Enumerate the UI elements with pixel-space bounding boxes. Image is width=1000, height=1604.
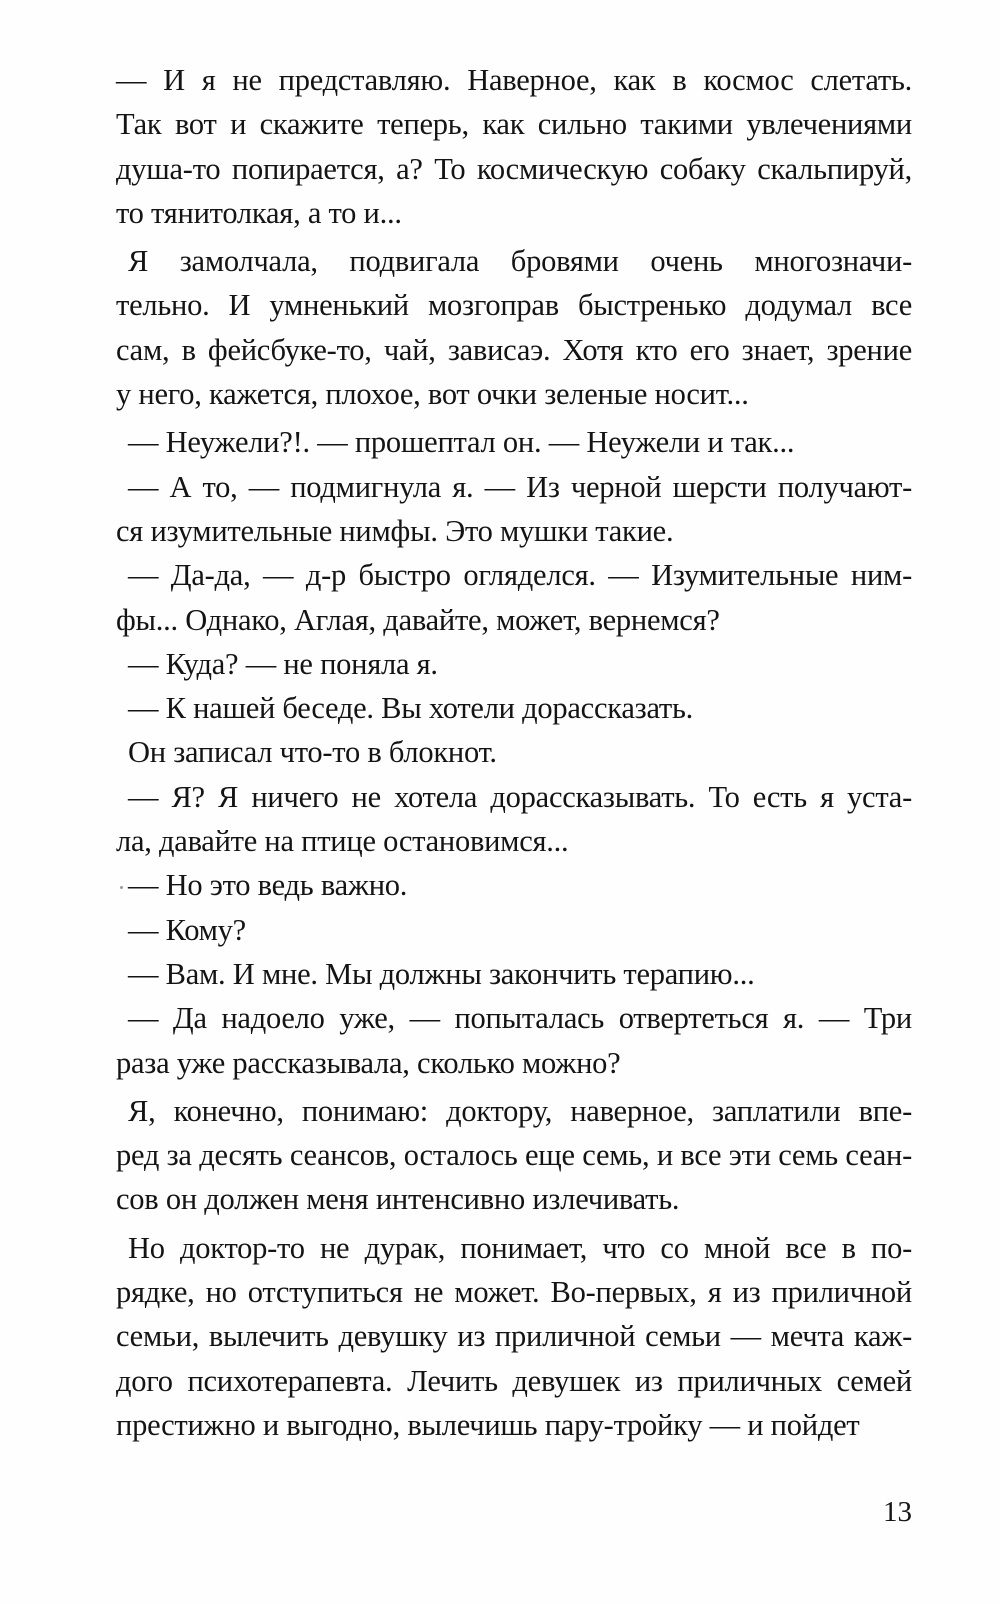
paragraph [116,1226,912,1447]
text-line: раза уже рассказывала, сколько можно? [116,1045,621,1080]
text-line: семьи, вылечить девушку из приличной семьи — мечта каж- [116,1319,912,1354]
text-line: Я, конечно, понимаю: доктору, наверное, заплатили впе- [128,1093,912,1128]
text-line: — Вам. И мне. Мы должны закончить терапию... [128,956,755,991]
text-line: Так вот и скажите теперь, как сильно такими увлечениями [116,107,912,142]
text-line: ла, давайте на птице остановимся... [116,824,569,859]
text-line: — А то, — подмигнула я. — Из черной шерсти получают- [128,469,912,504]
text-line: у него, кажется, плохое, вот очки зеленые носит... [116,377,749,412]
text-line: — Неужели?!. — прошептал он. — Неужели и так... [128,425,795,460]
text-line: тельно. И умненький мозгоправ быстренько додумал все [116,288,912,323]
text-line: — К нашей беседе. Вы хотели дорассказать. [128,691,694,726]
paragraph [116,58,912,235]
paragraph [116,239,912,416]
text-line: — Я? Я ничего не хотела дорассказывать. То есть я уста- [128,779,912,814]
text-line: дого психотерапевта. Лечить девушек из приличных семей [116,1363,912,1398]
text-line: рядке, но отступиться не может. Во-первых, я из приличной [116,1275,912,1310]
paragraph [116,465,912,554]
paragraph [116,996,912,1085]
body-text [116,58,912,1447]
paragraph [116,863,912,907]
paragraph [116,553,912,642]
paragraph [116,1089,912,1222]
paragraph [116,686,912,730]
text-line: — Куда? — не поняла я. [128,646,438,681]
text-line: — Да-да, — д-р быстро огляделся. — Изумительные ним- [128,558,912,593]
paragraph [116,775,912,864]
paragraph [116,952,912,996]
text-line: престижно и выгодно, вылечишь пару-тройку — и пойдет [116,1407,860,1442]
text-line: — Кому? [128,912,246,947]
text-line: — Да надоело уже, — попыталась отвертеться я. — Три [128,1001,912,1036]
text-line: фы... Однако, Аглая, давайте, может, вернемся? [116,602,720,637]
text-line: сам, в фейсбуке-то, чай, зависаэ. Хотя кто его знает, зрение [116,332,912,367]
paragraph [116,908,912,952]
text-line: Он записал что-то в блокнот. [128,735,497,770]
page-number: 13 [883,1496,912,1528]
text-line: Я замолчала, подвигала бровями очень многозначи- [128,244,912,279]
text-line: сов он должен меня интенсивно излечивать. [116,1182,680,1217]
paragraph [116,730,912,774]
paragraph [116,420,912,464]
print-speck [120,886,123,889]
text-line: Но доктор-то не дурак, понимает, что со мной все в по- [128,1230,912,1265]
text-line: душа-то попирается, а? То космическую собаку скальпируй, [116,151,912,186]
text-line: ся изумительные нимфы. Это мушки такие. [116,513,674,548]
text-line: то тянитолкая, а то и... [116,195,402,230]
text-line: — Но это ведь важно. [128,868,408,903]
text-line: ред за десять сеансов, осталось еще семь, и все эти семь сеан- [116,1138,912,1173]
text-line: — И я не представляю. Наверное, как в космос слетать. [116,63,912,97]
paragraph [116,642,912,686]
